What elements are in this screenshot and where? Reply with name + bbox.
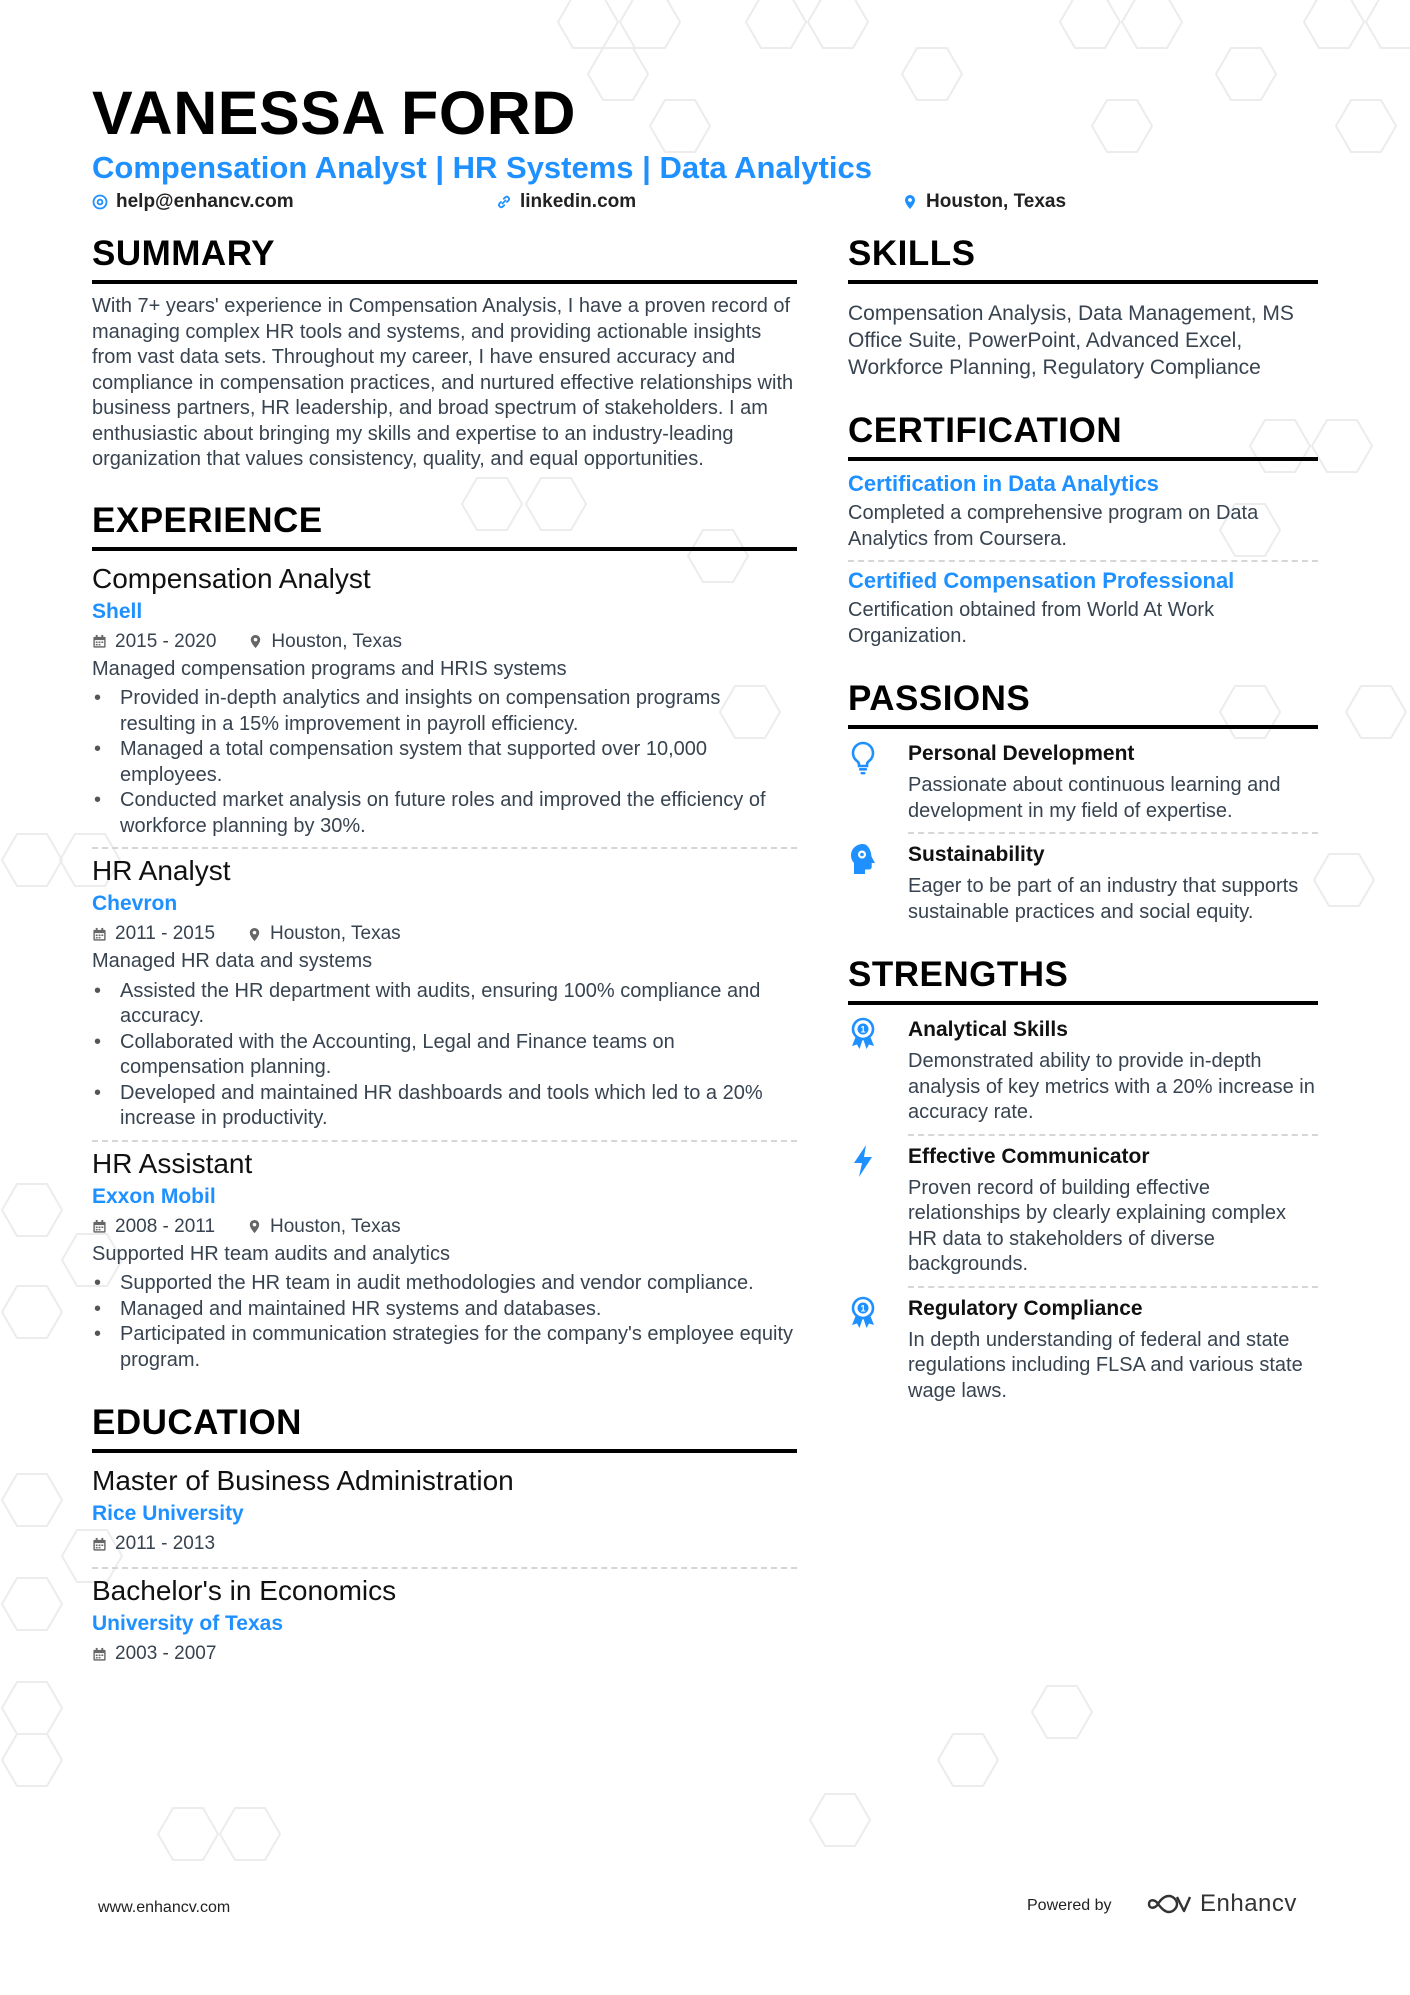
passion-item <box>848 739 1318 824</box>
job-meta <box>92 919 797 949</box>
award-icon <box>848 1017 878 1051</box>
link-icon <box>496 194 512 210</box>
education-meta <box>92 1529 797 1559</box>
strength-title: Analytical Skills <box>908 1018 1068 1041</box>
location-text: Houston, Texas <box>271 630 403 652</box>
job-summary: Supported HR team audits and analytics <box>92 1242 450 1265</box>
location-pin-icon <box>248 634 263 649</box>
bullet-item: • Assisted the HR department with audits, ensuring 100% compliance and accuracy. <box>92 979 797 1030</box>
divider <box>92 1567 797 1569</box>
calendar-icon <box>92 634 107 649</box>
contact-email[interactable] <box>92 189 294 215</box>
school-name: Rice University <box>92 1502 244 1525</box>
strength-desc: Proven record of building effective relationships by clearly explaining complex HR data to stakeholders of diverse backgrounds. <box>908 1176 1286 1275</box>
divider <box>848 560 1318 562</box>
job-summary: Managed compensation programs and HRIS systems <box>92 657 567 680</box>
job-title: HR Analyst <box>92 855 231 886</box>
skills-text: Compensation Analysis, Data Management, MS Office Suite, PowerPoint, Advanced Excel, Workforce Planning, Regulatory Compliance <box>848 302 1294 379</box>
location-text: Houston, Texas <box>926 191 1067 212</box>
bullet-item: • Developed and maintained HR dashboards and tools which led to a 20% increase in productivity. <box>92 1081 797 1132</box>
experience-entry <box>92 561 797 850</box>
education-dates <box>92 1529 215 1559</box>
passion-desc: Eager to be part of an industry that supports sustainable practices and social equity. <box>908 875 1299 923</box>
education-heading: EDUCATION <box>92 1401 797 1453</box>
svg-text:1: 1 <box>860 1303 866 1313</box>
divider <box>92 1140 797 1142</box>
summary-text: With 7+ years' experience in Compensation Analysis, I have a proven record of managing complex HR tools and systems, and providing actionable insights from vast data sets. Throughout my career, I have ensured accuracy and compliance in compensation practices, and nurtured effective relationships with business partners, HR leadership, and broad spectrum of stakeholders. I am enthusiastic about bringing my skills and expertise to an industry-leading organization that values consistency, quality, and equal opportunities. <box>92 295 794 470</box>
passions-heading: PASSIONS <box>848 677 1318 729</box>
degree-title: Bachelor's in Economics <box>92 1575 397 1606</box>
certification-desc: Certification obtained from World At Work Organization. <box>848 599 1215 647</box>
location-text: Houston, Texas <box>270 1215 401 1237</box>
bullet-item: • Conducted market analysis on future roles and improved the efficiency of workforce planning by 30%. <box>92 788 797 839</box>
contact-linkedin[interactable] <box>496 189 636 215</box>
linkedin-text: linkedin.com <box>520 191 637 212</box>
divider <box>92 847 797 849</box>
left-column <box>92 232 797 1669</box>
strength-desc: In depth understanding of federal and state regulations including FLSA and various state wage laws. <box>908 1328 1303 1402</box>
divider <box>908 1134 1318 1136</box>
footer-website-link[interactable]: www.enhancv.com <box>98 1899 231 1916</box>
skills-heading: SKILLS <box>848 232 1318 284</box>
dates-text: 2003 - 2007 <box>115 1643 217 1664</box>
lightning-icon <box>848 1144 878 1178</box>
candidate-name: VANESSA FORD <box>92 79 576 147</box>
company-name: Chevron <box>92 892 178 915</box>
certification-entry <box>848 469 1318 562</box>
footer-powered-by: Powered by <box>1027 1897 1112 1914</box>
job-dates <box>92 627 216 657</box>
location-pin-icon <box>247 1219 262 1234</box>
job-meta <box>92 627 797 657</box>
passion-desc: Passionate about continuous learning and development in my field of expertise. <box>908 774 1281 822</box>
job-bullets <box>92 686 797 839</box>
strength-item <box>848 1294 1318 1405</box>
certification-name: Certified Compensation Professional <box>848 568 1235 593</box>
certification-desc: Completed a comprehensive program on Data Analytics from Coursera. <box>848 502 1259 550</box>
job-location <box>247 1212 401 1242</box>
company-name: Shell <box>92 599 143 623</box>
brand-name: Enhancv <box>1200 1890 1297 1917</box>
calendar-icon <box>92 1647 107 1662</box>
job-title: Compensation Analyst <box>92 562 371 594</box>
job-dates <box>92 1212 215 1242</box>
dates-text: 2011 - 2013 <box>115 1533 216 1554</box>
education-entry <box>92 1573 797 1669</box>
passion-title: Personal Development <box>908 742 1135 765</box>
strength-desc: Demonstrated ability to provide in-depth analysis of key metrics with a 20% increase in accuracy rate. <box>908 1050 1315 1123</box>
summary-heading: SUMMARY <box>92 232 797 284</box>
contact-location <box>902 189 1066 215</box>
company-name: Exxon Mobil <box>92 1184 216 1208</box>
bullet-item: • Participated in communication strategies for the company's employee equity program. <box>92 1322 797 1373</box>
degree-title: Master of Business Administration <box>92 1465 514 1496</box>
svg-text:1: 1 <box>860 1024 866 1035</box>
strength-item <box>848 1015 1318 1126</box>
job-summary: Managed HR data and systems <box>92 950 373 972</box>
bullet-item: • Managed a total compensation system that supported over 10,000 employees. <box>92 737 797 788</box>
education-meta <box>92 1639 797 1669</box>
headline: Compensation Analyst | HR Systems | Data Analytics <box>92 150 872 185</box>
job-bullets <box>92 1271 797 1373</box>
calendar-icon <box>92 1219 107 1234</box>
dates-text: 2011 - 2015 <box>115 923 216 944</box>
experience-entry <box>92 853 797 1142</box>
strength-item <box>848 1142 1318 1278</box>
job-title: HR Assistant <box>92 1147 253 1179</box>
bullet-item: • Collaborated with the Accounting, Legal and Finance teams on compensation planning. <box>92 1030 797 1081</box>
school-name: University of Texas <box>92 1612 284 1635</box>
strengths-heading: STRENGTHS <box>848 953 1318 1005</box>
enhancv-logo-icon <box>1146 1892 1192 1916</box>
award-icon <box>848 1296 878 1330</box>
experience-heading: EXPERIENCE <box>92 499 797 551</box>
lightbulb-icon <box>848 741 878 775</box>
job-bullets <box>92 979 797 1132</box>
job-location <box>248 627 402 657</box>
certification-name: Certification in Data Analytics <box>848 471 1159 496</box>
bullet-item: • Provided in-depth analytics and insights on compensation programs resulting in a 15% improvement in payroll efficiency. <box>92 686 797 737</box>
calendar-icon <box>92 927 107 942</box>
certification-heading: CERTIFICATION <box>848 409 1318 461</box>
job-meta <box>92 1212 797 1242</box>
at-icon <box>92 194 108 210</box>
passion-item <box>848 840 1318 925</box>
job-dates <box>92 919 215 949</box>
dates-text: 2015 - 2020 <box>115 630 217 652</box>
head-icon <box>848 842 878 876</box>
location-text: Houston, Texas <box>270 923 401 944</box>
email-text: help@enhancv.com <box>116 191 294 212</box>
divider <box>908 1286 1318 1288</box>
experience-entry <box>92 1146 797 1374</box>
location-pin-icon <box>247 927 262 942</box>
right-column <box>848 232 1318 1404</box>
bullet-item: • Managed and maintained HR systems and databases. <box>92 1297 797 1323</box>
strength-title: Effective Communicator <box>908 1144 1150 1168</box>
job-location <box>247 919 401 949</box>
passion-title: Sustainability <box>908 843 1045 866</box>
education-dates <box>92 1639 216 1669</box>
calendar-icon <box>92 1537 107 1552</box>
enhancv-logo[interactable] <box>1146 1890 1297 1918</box>
bullet-item: • Supported the HR team in audit methodologies and vendor compliance. <box>92 1271 797 1297</box>
education-entry <box>92 1463 797 1569</box>
certification-entry <box>848 566 1318 649</box>
location-pin-icon <box>902 194 918 210</box>
divider <box>908 832 1318 834</box>
strength-title: Regulatory Compliance <box>908 1296 1143 1320</box>
dates-text: 2008 - 2011 <box>115 1215 216 1237</box>
